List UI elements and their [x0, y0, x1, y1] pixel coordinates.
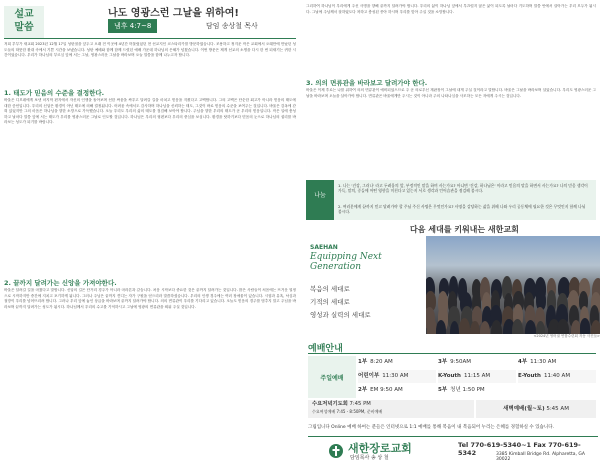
right-top-body: 그리하여 하나님이 우리에게 주신 사명을 향해 끝까지 달려가야 합니다. 우리의 삶이 하나님 앞에서 부끄럽지 않은 삶이 되도록 날마다 기도하며 말씀 안에서 살아가는 우리 모두가 됩시다. 그날에 주님께서 잘하였도다 착하고 충성된 종아 하시며 우리를 맞아 주실 것을 소망합니다.	[306, 4, 596, 14]
service-time: 11:15 AM	[463, 373, 491, 379]
photo-person	[591, 320, 600, 334]
promo-line-1: 복음의 세대로	[310, 285, 350, 293]
service-cell	[358, 370, 436, 383]
photo-person	[470, 321, 479, 334]
church-footer	[308, 436, 598, 463]
church-address: 3385 Kimball Bridge Rd. Alpharetta, GA 30022	[496, 452, 585, 462]
promo-english-slogan: Equipping Next Generation	[310, 252, 382, 272]
service-cell	[518, 370, 596, 383]
application-label: 나눔	[306, 180, 334, 220]
section-2-heading: 2. 끝까지 달려가는 신앙을 가져야한다.	[4, 279, 117, 287]
photo-person	[557, 319, 569, 334]
sunday-worship-label: 주일예배	[308, 356, 356, 398]
promo-line-2: 기적의 세대로	[310, 298, 350, 306]
promo-line-3: 영성과 실력의 세대로	[310, 311, 371, 319]
service-time: 청년 1:50 PM	[450, 387, 485, 393]
service-time: 8:20 AM	[370, 359, 393, 365]
service-label: 어린이부	[358, 373, 380, 379]
online-note: 그림입니다 Online 예배 하여는 분들은 인터넷으로 1:1 예배를 통해 복음이 내 복음되어 누리는 은혜를 경험하실 수 있습니다.	[308, 425, 555, 430]
service-time: EM 9:50 AM	[370, 387, 403, 393]
sermon-intro: 저희 부부가 새교회 2023년 12월 17일 성탄절을 앞두고 오래 전 이곳에 4년간 머물렀었던 현 선교지인 코스타리카를 방문하였습니다. 조용하고 정겨운 작은 교회에서 오래만에 만났던 성도들의 따뜻한 환대 속에서 기쁜 시간을 보냈습니다. 성탄 예배와 함께 함께 드렸던 예배 가운데 하나님의 은혜가 넘쳤습니다. 이번 방문은 제게 선교의 소명을 다시 한 번 되새기는 귀한 시간이었습니다. 우리가 하나님의 부르심 앞에 서는 그날, 영광스러운 그날을 바라보며 오늘 말씀을 함께 나누고자 합니다.	[4, 42, 296, 58]
application-box	[306, 180, 596, 220]
service-label: 5부	[438, 387, 448, 393]
service-cell	[358, 356, 436, 369]
wed-time: 7:45 PM	[349, 401, 371, 407]
service-time: 11:30 AM	[382, 373, 409, 379]
photo-person	[436, 320, 446, 334]
application-question-2: 2. 여러분에게 끝까지 믿고 달려가야 할 주님 주신 사명은 무엇인가요? 사명을 감당하는 삶을 위해 나와 우리 공동체에 필요한 것은 무엇인지 함께 나눠 봅시다.	[338, 204, 586, 215]
group-photo	[426, 236, 600, 334]
service-cell	[438, 384, 516, 397]
service-time: 11:30 AM	[530, 359, 557, 365]
photo-caption: <2024년 영어권 연합수련회 자동 사진들>	[533, 334, 600, 338]
service-cell	[358, 384, 436, 397]
service-label: 1부	[358, 359, 368, 365]
promo-title: 다음 세대를 키워내는 새한교회	[410, 225, 519, 234]
sermon-title: 나도 영광스런 그날을 위하여!	[108, 8, 239, 19]
service-time: 11:40 AM	[543, 373, 571, 379]
application-question-1: 1. 나는 '건강, 그러나' 라고 두려움의 앞, 부정적인 말을 하며 사는가요? 아니면 '건강, 하나님은' 이라고 믿음의 말을 하면서 사는가요? 나의 믿음 생각이 가득, 말의, 중들에 어떤 영향을 미친다고 있는지 서로 생각과 언어습관을 점검해 봅시다.	[338, 183, 588, 194]
sermon-tag-line2: 말씀	[14, 22, 34, 33]
right-column	[302, 0, 600, 463]
church-logo-icon	[328, 443, 344, 459]
preacher-name: 담임 송상철 목사	[206, 22, 258, 30]
section-1-heading: 1. 태도가 믿음의 수준을 결정한다.	[4, 89, 105, 97]
service-label: E-Youth	[518, 373, 541, 379]
section-2-body: 바울은 달려갈 길을 마쳤다고 말합니다. 신앙의 길은 단거리 경주가 아니라 마라톤과 같습니다. 처음 시작보다 중요한 것은 끝까지 달려가는 것입니다. 많은 사람들이 처음에는 뜨거운 열정으로 시작하지만 중간에 지치고 포기하게 됩니다. 그러나 주님은 끝까지 견디는 자가 구원을 얻으리라 말씀하셨습니다. 우리의 인생 경주에는 여러 장애물이 있습니다. 시험과 유혹, 낙심과 절망이 우리를 넘어뜨리려 합니다. 그러나 우리 앞에 놓인 상급을 바라보며 끝까지 달려가야 합니다. 의의 면류관이 우리를 기다리고 있습니다. 오늘도 믿음의 경주를 멈추지 말고 주님을 바라보며 끝까지 달려가는 성도가 됩시다. 하나님께서 우리의 수고를 기억하시고 그날에 영광의 면류관을 씌워 주실 것입니다.	[4, 288, 296, 309]
section-1-body: 바울은 디모데에게 보낸 마지막 편지에서 자신의 인생을 돌아보며 선한 싸움을 싸우고 달려갈 길을 마치고 믿음을 지켰다고 고백합니다. 그의 고백은 단순한 회고가 아니라 믿음의 태도에 대한 증언입니다. 우리의 신앙은 환경이 아닌 태도에 의해 결정됩니다. 어려움 속에서도 감사하며 하나님을 신뢰하는 태도, 그것이 바로 믿음의 수준을 보여주는 것입니다. 바울은 감옥에 갇혀 있었지만 그의 마음은 하나님을 향한 소망으로 가득했습니다. 오늘 우리도 우리의 삶의 태도를 점검해 보아야 합니다. 주님을 향한 우리의 태도가 곧 우리의 믿음입니다. 작은 일에 충성하고 날마다 말씀 앞에 서는 태도가 우리를 영광스러운 그날로 인도할 것입니다. 하나님은 우리의 형편보다 우리의 중심을 보십니다. 환경을 탓하기보다 믿음의 눈으로 하나님의 섭리를 바라보는 성도가 되기를 바랍니다.	[4, 98, 296, 125]
dawn-prayer	[476, 400, 596, 418]
sermon-tag	[4, 6, 44, 38]
worship-divider	[308, 353, 596, 354]
promo-section	[306, 236, 600, 338]
service-cell	[518, 356, 596, 369]
service-label: 4부	[518, 359, 528, 365]
service-label: 2부	[358, 387, 368, 393]
service-label: K-Youth	[438, 373, 461, 379]
photo-person	[580, 318, 591, 334]
scripture-reference: 냄후 4:7~8	[108, 19, 157, 33]
service-label: 3부	[438, 359, 448, 365]
section-3-heading: 3. 의의 면류관을 바라보고 달려가야 한다.	[306, 79, 428, 87]
service-cell	[438, 370, 516, 383]
church-name: 새한장로교회	[348, 442, 412, 455]
header-divider	[4, 38, 296, 39]
service-time: 9:50AM	[450, 359, 471, 365]
wednesday-prayer	[308, 400, 474, 418]
church-pastor: 담임목사 송 상 철	[350, 455, 389, 461]
saehan-label: SAEHAN	[310, 244, 338, 251]
wed-sub: 수요여성예배 7:45 - 8:50PM, 준비예배	[312, 409, 383, 414]
wed-label: 수요저녁기도회	[312, 401, 348, 407]
promo-text-block	[306, 236, 424, 338]
sermon-tag-line1: 설교	[14, 9, 34, 20]
dawn-time: 5:45 AM	[546, 406, 569, 412]
worship-title: 예배안내	[308, 344, 343, 354]
dawn-label: 새벽예배(월~토)	[503, 406, 545, 412]
photo-person	[536, 321, 545, 334]
church-phone: Tel 770-619-5340~1 Fax 770-619-5342	[458, 441, 581, 457]
service-cell	[438, 356, 516, 369]
photo-person	[480, 321, 490, 334]
section-3-body: 바울은 이제 후로는 나를 위하여 의의 면류관이 예비되었으므로 주 곧 의로우신 재판장이 그날에 내게 주실 것이라고 말합니다. 바울은 그날을 바라보며 살았습니다. 우리도 영광스러운 그날을 바라보며 오늘을 살아가야 합니다. 면류관은 바울에게만 주시는 것이 아니라 주의 나타나심을 사모하는 모든 자에게 주시는 것입니다.	[306, 88, 596, 98]
